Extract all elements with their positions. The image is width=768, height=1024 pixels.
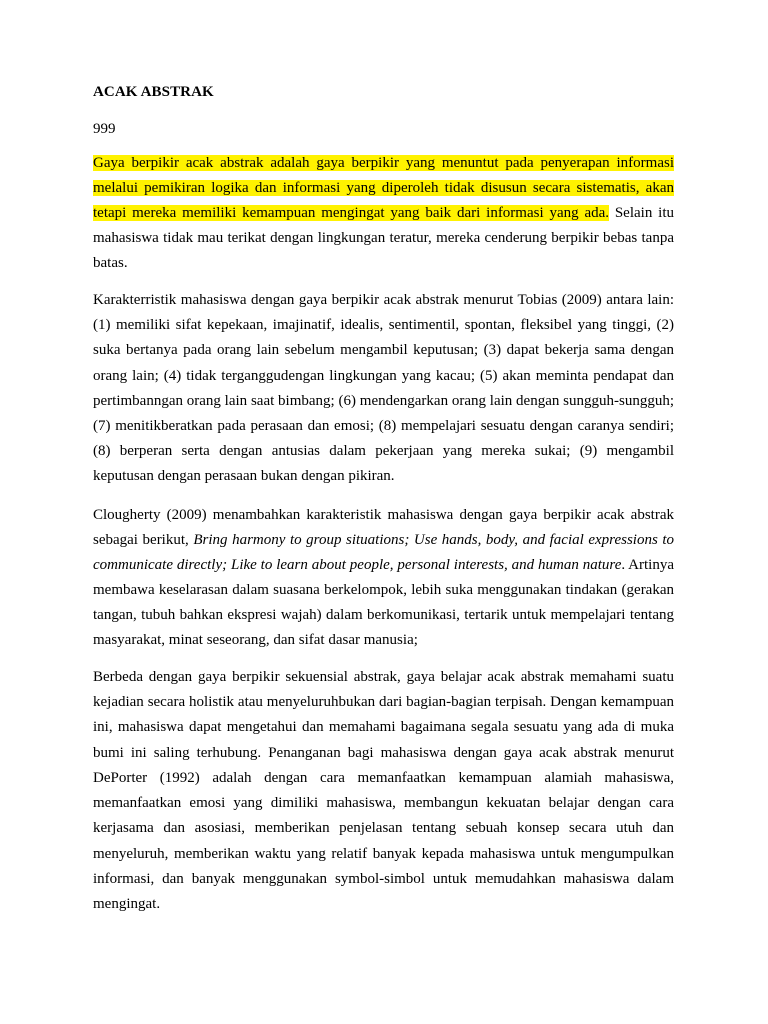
paragraph-3 (93, 503, 674, 653)
paragraph-3-intro: Clougherty (2009) menambahkan karakteristik mahasiswa dengan gaya berpikir acak abstrak sebagai berikut, (93, 506, 674, 548)
paragraph-4: Berbeda dengan gaya berpikir sekuensial abstrak, gaya belajar acak abstrak memahami suatu kejadian secara holistik atau menyeluruhbukan dari bagian-bagian terpisah. Dengan kemampuan ini, mahasiswa dapat mengetahui dan memahami bagaimana segala sesuatu yang ada di muka bumi ini saling terhubung. Penanganan bagi mahasiswa dengan gaya acak abstrak menurut DePorter (1992) adalah dengan cara memanfaatkan kemampuan alamiah mahasiswa, memanfaatkan emosi yang dimiliki mahasiswa, membangun kekuatan belajar dengan cara kerjasama dan asosiasi, memberikan penjelasan tentang sebuah konsep secara utuh dan menyeluruh, memberikan waktu yang relatif banyak kepada mahasiswa untuk mengumpulkan informasi, dan banyak menggunakan symbol-simbol untuk memudahkan mahasiswa dalam mengingat. (93, 668, 674, 913)
english-quote: Bring harmony to group situations; Use hands, body, and facial expressions to communicate directly; Like to learn about people, personal interests, and human nature (93, 531, 675, 573)
section-number: 999 (93, 121, 116, 137)
paragraph-1-rest: Selain itu mahasiswa tidak mau terikat dengan lingkungan teratur, mereka cenderung berpikir bebas tanpa batas. (93, 205, 674, 271)
paragraph-3-rest: . Artinya membawa keselarasan dalam suasana berkelompok, lebih suka menggunakan tindakan (gerakan tangan, tubuh bahkan ekspresi wajah) dalam berkomunikasi, tertarik untuk mempelajari tentang masyarakat, minat seseorang, dan sifat dasar manusia; (93, 556, 674, 648)
highlighted-text: Gaya berpikir acak abstrak adalah gaya berpikir yang menuntut pada penyerapan informasi melalui pemikiran logika dan informasi yang diperoleh tidak disusun secara sistematis, akan tetapi mereka memiliki kemampuan mengingat yang baik dari informasi yang ada. (93, 155, 674, 221)
paragraph-2: Karakterristik mahasiswa dengan gaya berpikir acak abstrak menurut Tobias (2009) antara lain: (1) memiliki sifat kepekaan, imajinatif, idealis, sentimentil, spontan, fleksibel yang tinggi, (2) suka bertanya pada orang lain sebelum mengambil keputusan; (3) dapat bekerja sama dengan orang lain; (4) tidak terganggudengan lingkungan yang kacau; (5) akan meminta pendapat dan pertimbanngan orang lain saat bimbang; (6) mendengarkan orang lain dengan sungguh-sungguh; (7) menitikberatkan pada perasaan dan emosi; (8) mempelajari sesuatu dengan caranya sendiri; (8) berperan serta dengan antusias dalam pekerjaan yang mereka sukai; (9) mengambil keputusan dengan perasaan bukan dengan pikiran. (93, 292, 674, 485)
paragraph-1 (93, 151, 674, 276)
section-heading: ACAK ABSTRAK (93, 84, 214, 100)
